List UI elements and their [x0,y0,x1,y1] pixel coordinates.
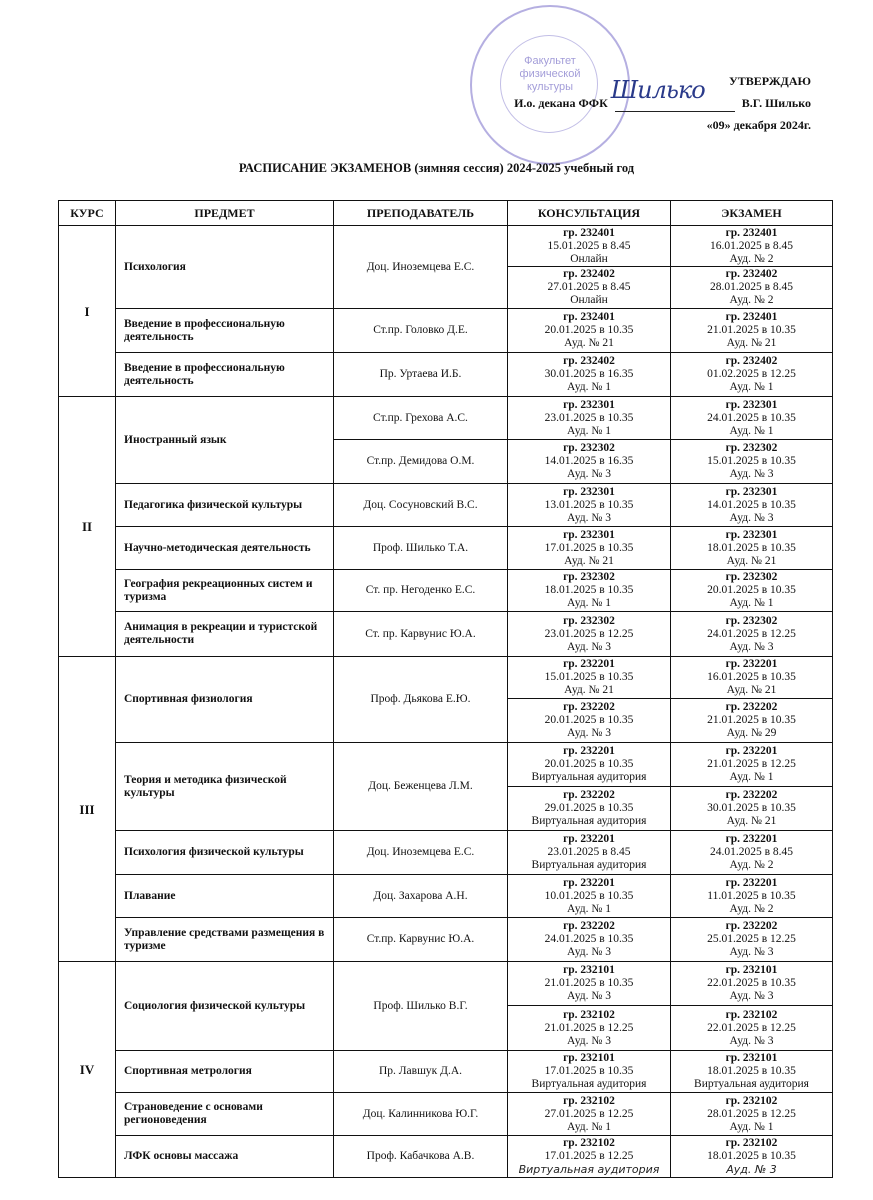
subject-cell: Спортивная метрология [116,1051,334,1093]
handwritten-note: Ауд. № 3 [726,1163,777,1176]
consultation-cell: гр. 232302 18.01.2025 в 10.35 Ауд. № 1 [508,570,671,612]
exam-cell: гр. 232302 20.01.2025 в 10.35 Ауд. № 1 [671,570,833,612]
exam-cell: гр. 232301 24.01.2025 в 10.35 Ауд. № 1 [671,397,833,440]
consultation-cell: гр. 232302 14.01.2025 в 16.35 Ауд. № 3 [508,440,671,484]
exam-cell: гр. 232102 18.01.2025 в 10.35 Ауд. № 3 [671,1136,833,1178]
consultation-cell: гр. 232401 20.01.2025 в 10.35 Ауд. № 21 [508,309,671,353]
col-header-subject: ПРЕДМЕТ [116,201,334,226]
table-row [59,962,833,1006]
subject-cell: Теория и методика физической культуры [116,743,334,831]
teacher-cell: Доц. Беженцева Л.М. [334,743,508,831]
consultation-cell: гр. 232401 15.01.2025 в 8.45 Онлайн [508,226,671,267]
col-header-exam: ЭКЗАМЕН [671,201,833,226]
teacher-cell: Ст. пр. Карвунис Ю.А. [334,612,508,657]
table-row [59,875,833,918]
table-row [59,918,833,962]
teacher-cell: Доц. Иноземцева Е.С. [334,226,508,309]
exam-cell: гр. 232101 18.01.2025 в 10.35 Виртуальная аудитория [671,1051,833,1093]
teacher-cell: Проф. Кабачкова А.В. [334,1136,508,1178]
consultation-cell: гр. 232201 20.01.2025 в 10.35 Виртуальная аудитория [508,743,671,787]
exam-cell: гр. 232302 24.01.2025 в 12.25 Ауд. № 3 [671,612,833,657]
table-row [59,1051,833,1093]
teacher-cell: Доц. Калинникова Ю.Г. [334,1093,508,1136]
consultation-cell: гр. 232102 21.01.2025 в 12.25 Ауд. № 3 [508,1006,671,1051]
teacher-cell: Ст.пр. Карвунис Ю.А. [334,918,508,962]
consultation-cell: гр. 232101 21.01.2025 в 10.35 Ауд. № 3 [508,962,671,1006]
exam-cell: гр. 232201 16.01.2025 в 10.35 Ауд. № 21 [671,657,833,699]
col-header-consultation: КОНСУЛЬТАЦИЯ [508,201,671,226]
consultation-cell: гр. 232302 23.01.2025 в 12.25 Ауд. № 3 [508,612,671,657]
consultation-cell: гр. 232201 23.01.2025 в 8.45 Виртуальная аудитория [508,831,671,875]
subject-cell: Педагогика физической культуры [116,484,334,527]
table-row [59,353,833,397]
subject-cell: Анимация в рекреации и туристской деятельности [116,612,334,657]
table-header-row [59,201,833,226]
stamp-center-text: Факультет физической культуры [519,55,581,93]
consultation-cell: гр. 232202 24.01.2025 в 10.35 Ауд. № 3 [508,918,671,962]
approval-block [514,70,811,136]
consultation-cell: гр. 232202 20.01.2025 в 10.35 Ауд. № 3 [508,699,671,743]
consultation-cell: гр. 232201 10.01.2025 в 10.35 Ауд. № 1 [508,875,671,918]
table-row [59,1136,833,1178]
teacher-cell: Ст.пр. Грехова А.С. [334,397,508,440]
subject-cell: Введение в профессиональную деятельность [116,309,334,353]
course-cell: III [59,657,116,962]
table-row [59,397,833,440]
table-row [59,484,833,527]
course-cell: I [59,226,116,397]
consultation-cell: гр. 232301 13.01.2025 в 10.35 Ауд. № 3 [508,484,671,527]
page-title: РАСПИСАНИЕ ЭКЗАМЕНОВ (зимняя сессия) 2024-2025 учебный год [238,161,635,175]
consultation-cell: гр. 232102 27.01.2025 в 12.25 Ауд. № 1 [508,1093,671,1136]
consultation-cell: гр. 232201 15.01.2025 в 10.35 Ауд. № 21 [508,657,671,699]
consultation-cell: гр. 232202 29.01.2025 в 10.35 Виртуальная аудитория [508,787,671,831]
consultation-cell: гр. 232402 27.01.2025 в 8.45 Онлайн [508,267,671,309]
course-cell: II [59,397,116,657]
exam-cell: гр. 232402 28.01.2025 в 8.45 Ауд. № 2 [671,267,833,309]
exam-cell: гр. 232301 18.01.2025 в 10.35 Ауд. № 21 [671,527,833,570]
teacher-cell: Ст.пр. Демидова О.М. [334,440,508,484]
approval-signer: И.о. декана ФФК Шилько В.Г. Шилько [514,75,811,110]
subject-cell: География рекреационных систем и туризма [116,570,334,612]
teacher-cell: Проф. Шилько Т.А. [334,527,508,570]
subject-cell: Иностранный язык [116,397,334,484]
table-row [59,831,833,875]
exam-cell: гр. 232401 21.01.2025 в 10.35 Ауд. № 21 [671,309,833,353]
subject-cell: ЛФК основы массажа [116,1136,334,1178]
teacher-cell: Доц. Иноземцева Е.С. [334,831,508,875]
table-row [59,309,833,353]
approval-date: «09» декабря 2024г. [706,118,811,132]
subject-cell: Социология физической культуры [116,962,334,1051]
teacher-cell: Ст.пр. Головко Д.Е. [334,309,508,353]
consultation-cell: гр. 232301 17.01.2025 в 10.35 Ауд. № 21 [508,527,671,570]
table-row [59,570,833,612]
subject-cell: Страноведение с основами регионоведения [116,1093,334,1136]
teacher-cell: Проф. Шилько В.Г. [334,962,508,1051]
exam-cell: гр. 232201 21.01.2025 в 12.25 Ауд. № 1 [671,743,833,787]
teacher-cell: Проф. Дьякова Е.Ю. [334,657,508,743]
subject-cell: Введение в профессиональную деятельность [116,353,334,397]
teacher-cell: Пр. Лавшук Д.А. [334,1051,508,1093]
table-row [59,657,833,699]
subject-cell: Психология [116,226,334,309]
exam-cell: гр. 232202 21.01.2025 в 10.35 Ауд. № 29 [671,699,833,743]
approval-word: УТВЕРЖДАЮ [728,74,811,88]
table-row [59,612,833,657]
table-row [59,1093,833,1136]
subject-cell: Психология физической культуры [116,831,334,875]
exam-cell: гр. 232201 24.01.2025 в 8.45 Ауд. № 2 [671,831,833,875]
subject-cell: Научно-методическая деятельность [116,527,334,570]
exam-cell: гр. 232102 22.01.2025 в 12.25 Ауд. № 3 [671,1006,833,1051]
exam-cell: гр. 232302 15.01.2025 в 10.35 Ауд. № 3 [671,440,833,484]
subject-cell: Плавание [116,875,334,918]
teacher-cell: Пр. Уртаева И.Б. [334,353,508,397]
teacher-cell: Доц. Захарова А.Н. [334,875,508,918]
teacher-cell: Ст. пр. Негоденко Е.С. [334,570,508,612]
consultation-cell: гр. 232102 17.01.2025 в 12.25 Виртуальная аудитория [508,1136,671,1178]
exam-schedule-table [58,200,833,1178]
consultation-cell: гр. 232301 23.01.2025 в 10.35 Ауд. № 1 [508,397,671,440]
table-row [59,226,833,267]
exam-cell: гр. 232202 30.01.2025 в 10.35 Ауд. № 21 [671,787,833,831]
subject-cell: Управление средствами размещения в туризме [116,918,334,962]
course-cell: IV [59,962,116,1178]
col-header-course: КУРС [59,201,116,226]
col-header-teacher: ПРЕПОДАВАТЕЛЬ [334,201,508,226]
exam-cell: гр. 232402 01.02.2025 в 12.25 Ауд. № 1 [671,353,833,397]
exam-cell: гр. 232202 25.01.2025 в 12.25 Ауд. № 3 [671,918,833,962]
exam-cell: гр. 232301 14.01.2025 в 10.35 Ауд. № 3 [671,484,833,527]
table-row [59,743,833,787]
exam-cell: гр. 232201 11.01.2025 в 10.35 Ауд. № 2 [671,875,833,918]
exam-cell: гр. 232102 28.01.2025 в 12.25 Ауд. № 1 [671,1093,833,1136]
subject-cell: Спортивная физиология [116,657,334,743]
consultation-cell: гр. 232101 17.01.2025 в 10.35 Виртуальная аудитория [508,1051,671,1093]
teacher-cell: Доц. Сосуновский В.С. [334,484,508,527]
signature-line [610,75,735,112]
table-row [59,527,833,570]
exam-cell: гр. 232401 16.01.2025 в 8.45 Ауд. № 2 [671,226,833,267]
handwritten-note: Виртуальная аудитория [518,1163,660,1176]
signature: Шилько [610,75,705,104]
consultation-cell: гр. 232402 30.01.2025 в 16.35 Ауд. № 1 [508,353,671,397]
exam-cell: гр. 232101 22.01.2025 в 10.35 Ауд. № 3 [671,962,833,1006]
